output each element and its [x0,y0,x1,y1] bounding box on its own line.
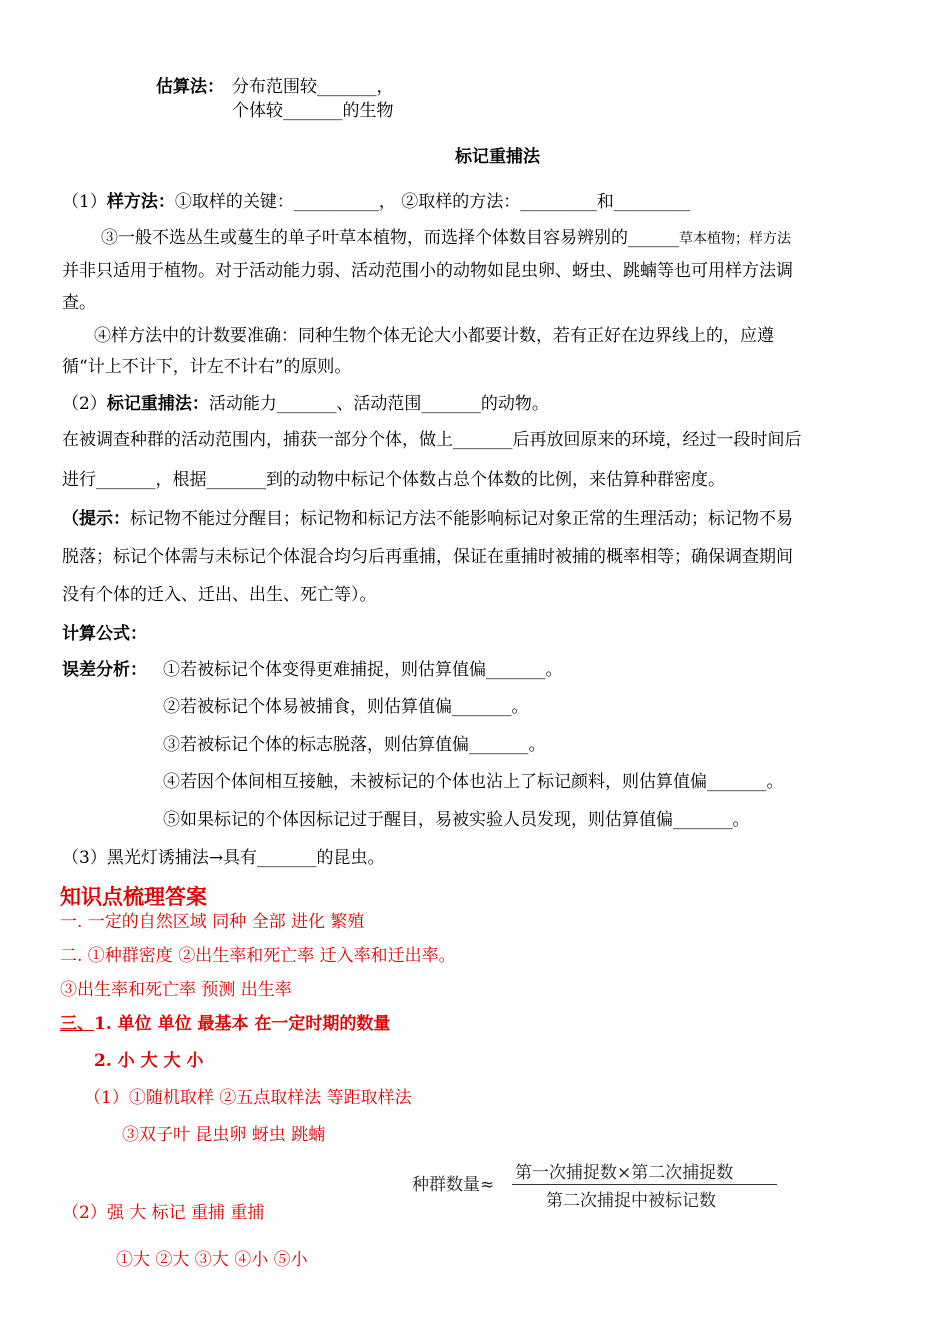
formula-denominator: 第二次捕捉中被标记数 [546,1191,716,1211]
quadrat-prefix: （1） [62,192,107,212]
quadrat-point-3-line-2: 并非只适用于植物。对于活动能力弱、活动范围小的动物如昆虫卵、蚜虫、跳蝻等也可用样方法调 [62,261,793,281]
answers-title: 知识点梳理答案 [60,884,207,909]
quadrat-label: 样方法： [106,192,175,212]
mark-recapture-prefix: （2） [62,394,107,414]
answer-line-4-prefix: 三、 [60,1014,94,1034]
tip-line-3: 没有个体的迁入、迁出、出生、死亡等）。 [62,585,377,605]
answer-line-4-text: 1. 单位 单位 最基本 在一定时期的数量 [94,1014,391,1034]
section-title: 标记重捕法 [455,147,540,167]
answer-line-7: ③双子叶 昆虫卵 蚜虫 跳蝻 [122,1125,326,1145]
tip-line-1 [62,509,793,529]
mark-recapture-desc-line-1: 在被调查种群的活动范围内，捕获一部分个体，做上_______后再放回原来的环境，经过一段时间后 [62,430,802,450]
tip-label: （提示： [62,509,130,529]
mark-recapture-desc-line-2: 进行_______，根据_______到的动物中标记个体数占总个体数的比例，来估算种群密度。 [62,470,725,490]
formula-label: 计算公式： [62,624,147,644]
formula-numerator: 第一次捕捉数×第二次捕捉数 [515,1163,734,1183]
answer-line-8: （2）强 大 标记 重捕 重捕 [62,1203,265,1223]
estimate-line-2: 个体较_______的生物 [232,101,394,121]
error-item: ④若因个体间相互接触，未被标记的个体也沾上了标记颜料，则估算值偏_______。 [163,772,784,792]
error-label: 误差分析： [62,660,147,680]
answer-line-3: ③出生率和死亡率 预测 出生率 [60,980,292,1000]
answer-line-9: ①大 ②大 ③大 ④小 ⑤小 [116,1250,308,1270]
answer-line-4 [60,1014,390,1034]
answer-line-2: 二. ①种群密度 ②出生率和死亡率 迁入率和迁出率。 [60,946,456,966]
error-item: ⑤如果标记的个体因标记过于醒目，易被实验人员发现，则估算值偏_______。 [163,810,750,830]
mark-recapture-label: 标记重捕法： [106,394,209,414]
quadrat-point-3-small: 草本植物；样方法 [679,231,791,247]
answer-line-5: 2. 小 大 大 小 [94,1051,204,1071]
fraction-bar [512,1184,777,1185]
answer-line-6: （1）①随机取样 ②五点取样法 等距取样法 [84,1088,412,1108]
blacklight-paragraph: （3）黑光灯诱捕法→具有_______的昆虫。 [62,848,385,868]
error-item: ③若被标记个体的标志脱落，则估算值偏_______。 [163,735,546,755]
tip-text-1: 标记物不能过分醒目；标记物和标记方法不能影响标记对象正常的生理活动；标记物不易 [130,509,793,529]
quadrat-paragraph [62,192,690,212]
formula-lhs: 种群数量≈ [412,1175,495,1195]
quadrat-point-3-line-1 [101,228,791,248]
tip-line-2: 脱落；标记个体需与未标记个体混合均匀后再重捕，保证在重捕时被捕的概率相等；确保调查期间 [62,547,793,567]
error-item: ①若被标记个体变得更难捕捉，则估算值偏_______。 [163,660,563,680]
error-item: ②若被标记个体易被捕食，则估算值偏_______。 [163,697,529,717]
mark-recapture-paragraph [62,394,549,414]
quadrat-text: ①取样的关键：__________， ②取样的方法：_________和_________ [174,192,691,212]
quadrat-point-3-text: ③一般不选丛生或蔓生的单子叶草本植物，而选择个体数目容易辨别的______ [101,228,679,248]
quadrat-point-4-line-2: 循“计上不计下，计左不计右”的原则。 [62,357,352,377]
mark-recapture-text: 活动能力_______、活动范围_______的动物。 [208,394,549,414]
quadrat-point-4-line-1: ④样方法中的计数要准确：同种生物个体无论大小都要计数，若有正好在边界线上的，应遵 [94,326,774,346]
quadrat-point-3-line-3: 查。 [62,293,96,313]
estimate-line-1: 分布范围较_______， [232,77,394,97]
estimate-label: 估算法： [156,77,224,97]
answer-line-1: 一. 一定的自然区域 同种 全部 进化 繁殖 [60,912,365,932]
